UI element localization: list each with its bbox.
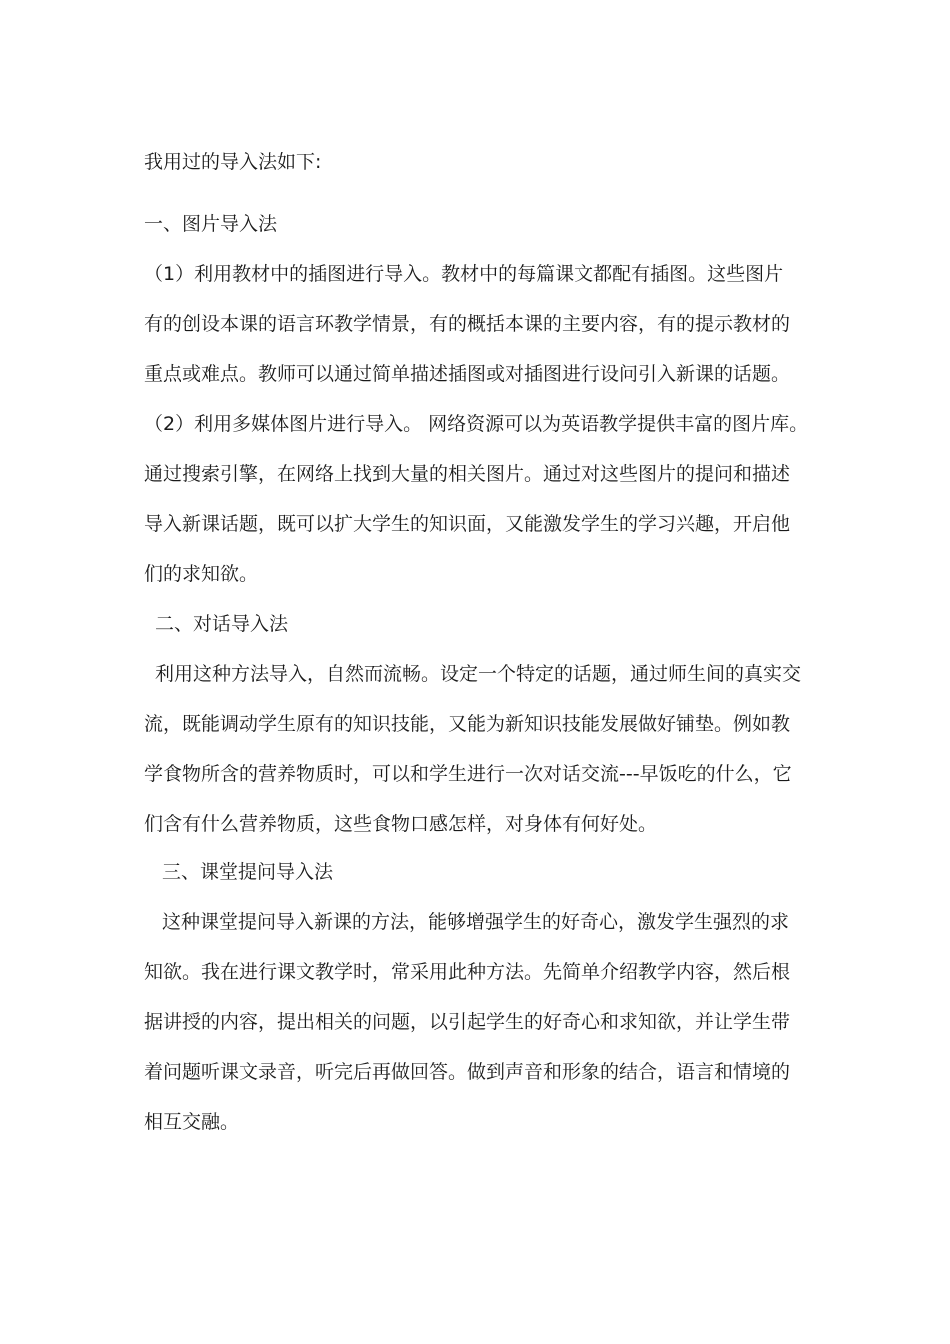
- intro-line: 我用过的导入法如下:: [144, 151, 322, 173]
- section-heading-images: 一、图片导入法: [144, 213, 278, 235]
- text-line: 重点或难点。教师可以通过简单描述插图或对插图进行设问引入新课的话题。: [144, 363, 791, 385]
- text-line: （2）利用多媒体图片进行导入。 网络资源可以为英语教学提供丰富的图片库。: [144, 413, 809, 435]
- text-line: 知欲。我在进行课文教学时，常采用此种方法。先简单介绍教学内容，然后根: [144, 961, 791, 983]
- text-line: 学食物所含的营养物质时，可以和学生进行一次对话交流---早饭吃的什么，它: [144, 763, 792, 785]
- section-heading-questions: 三、课堂提问导入法: [162, 861, 334, 883]
- text-line: 们的求知欲。: [144, 563, 259, 585]
- text-line: 这种课堂提问导入新课的方法，能够增强学生的好奇心，激发学生强烈的求: [162, 911, 790, 933]
- text-line: 流，既能调动学生原有的知识技能，又能为新知识技能发展做好铺垫。例如教: [144, 713, 791, 735]
- text-line: 有的创设本课的语言环教学情景，有的概括本课的主要内容，有的提示教材的: [144, 313, 791, 335]
- text-line: 导入新课话题，既可以扩大学生的知识面，又能激发学生的学习兴趣，开启他: [144, 513, 791, 535]
- section-heading-dialogue: 二、对话导入法: [155, 613, 289, 635]
- text-line: （1）利用教材中的插图进行导入。教材中的每篇课文都配有插图。这些图片: [144, 263, 784, 285]
- text-line: 据讲授的内容，提出相关的问题，以引起学生的好奇心和求知欲，并让学生带: [144, 1011, 791, 1033]
- text-line: 利用这种方法导入，自然而流畅。设定一个特定的话题，通过师生间的真实交: [155, 663, 802, 685]
- text-line: 们含有什么营养物质，这些食物口感怎样，对身体有何好处。: [144, 813, 658, 835]
- text-line: 着问题听课文录音，听完后再做回答。做到声音和形象的结合，语言和情境的: [144, 1061, 791, 1083]
- text-line: 通过搜索引擎，在网络上找到大量的相关图片。通过对这些图片的提问和描述: [144, 463, 791, 485]
- text-line: 相互交融。: [144, 1111, 240, 1133]
